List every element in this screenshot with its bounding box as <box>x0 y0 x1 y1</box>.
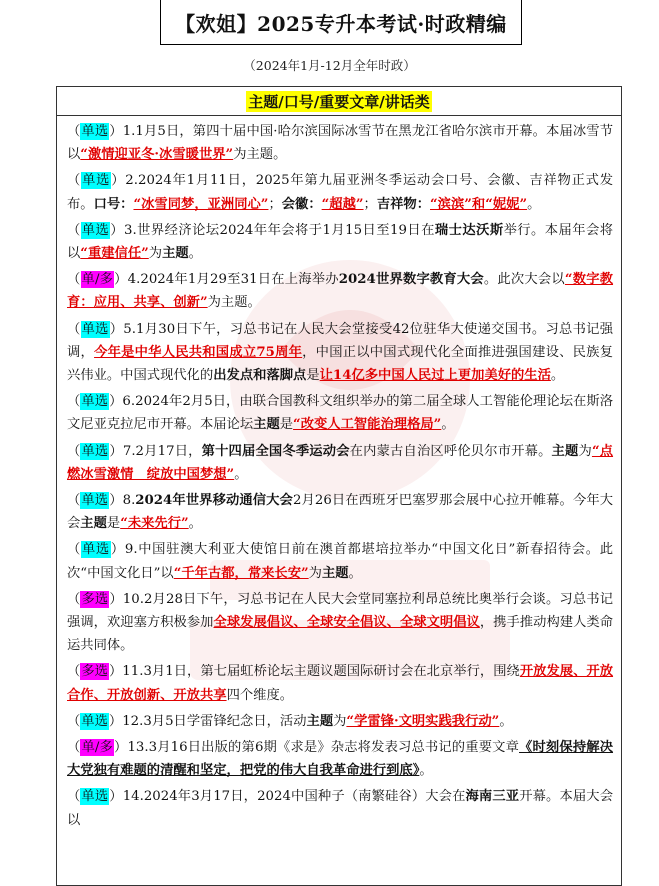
page-subtitle: （2024年1月-12月全年时政） <box>243 58 416 73</box>
entry-text: 主题 <box>306 713 334 729</box>
entry-text: 7.2月17日， <box>122 443 202 459</box>
entry-text: 13.3月16日出版的第6期《求是》杂志将发表习总书记的重要文章 <box>127 740 520 756</box>
question-type-label: 单选 <box>81 443 109 459</box>
entry-item <box>67 219 613 265</box>
entry-text: 在内蒙古自治区呼伦贝尔市开幕。 <box>349 443 552 459</box>
entry-text: 为 <box>308 565 322 581</box>
entry-text: 主题 <box>551 443 579 459</box>
entry-text: 3.世界经济论坛2024年年会将于1月15日至19日在 <box>123 222 435 238</box>
entry-text: 8. <box>122 493 136 509</box>
question-type-label: 多选 <box>81 591 109 607</box>
question-type-tag: （单选） <box>67 713 123 729</box>
entry-item <box>67 390 613 436</box>
entry-text: 主题 <box>321 565 349 581</box>
entry-text: 11.3月1日，第七届虹桥论坛主题议题国际研讨会在北京举行，围绕 <box>122 664 520 680</box>
entry-text: 口号： <box>93 196 134 212</box>
entry-text: 出发点和落脚点 <box>213 368 307 384</box>
entry-item <box>67 660 613 706</box>
entry-item <box>67 785 613 831</box>
entry-item <box>67 318 613 388</box>
entry-text: 瑞士达沃斯 <box>434 222 504 238</box>
entry-text: 为 <box>148 246 163 262</box>
entry-text: 10.2月28日下午，习总书记在人民大会堂同塞拉利昂总统比奥举行会谈。习总书记强调，欢迎塞方积极参加 <box>67 591 614 631</box>
entry-text: 海南三亚 <box>465 789 520 805</box>
entry-text: 《时刻保持解决大党独有难题的清醒和坚定，把党的伟大自我革命进行到底》 <box>67 740 614 779</box>
entry-text: 主题 <box>253 417 280 433</box>
entry-text: 。 <box>527 196 541 212</box>
entry-text: ； <box>268 196 282 212</box>
entry-text: 。此次大会以 <box>483 272 565 288</box>
entry-text: 。 <box>550 368 565 384</box>
entry-text: 是 <box>106 516 121 532</box>
question-type-tag: （单/多） <box>67 272 128 288</box>
question-type-tag: （单选） <box>67 173 126 189</box>
entry-item <box>67 268 613 314</box>
entry-text: ，中国正以中国式现代化全面推进强国建设、民族复兴伟业。中国式现代化的 <box>67 344 614 384</box>
entry-text: 2024世界数字教育大会 <box>338 272 484 288</box>
question-type-label: 单选 <box>81 124 109 139</box>
entry-text: 2.2024年1月11日，2025年第九届亚洲冬季运动会口号、会徽、吉祥物正式发布。 <box>67 173 614 212</box>
entry-text: 12.3月5日学雷锋纪念日，活动 <box>122 713 307 729</box>
highlight-text: “冰雪同梦，亚洲同心” <box>133 196 269 212</box>
entry-text: 2024年世界移动通信大会 <box>135 493 293 509</box>
question-type-label: 单选 <box>81 542 110 558</box>
question-type-label: 单选 <box>81 321 109 337</box>
entry-item <box>67 169 613 215</box>
entry-item <box>67 588 613 658</box>
highlight-text: 今年是中华人民共和国成立75周年 <box>94 344 303 360</box>
highlight-text: 让14亿多中国人民过上更加美好的生活 <box>319 368 551 384</box>
entry-text: 9.中国驻澳大利亚大使馆日前在澳首都堪培拉举办“中国文化日”新春招待会。此次“中国文化日”以 <box>67 542 614 581</box>
entry-text: 开幕。本届大会以 <box>67 789 614 828</box>
highlight-text: “点燃冰雪激情 绽放中国梦想” <box>67 443 614 482</box>
entry-text: 吉祥物： <box>376 196 431 212</box>
entry-text: 。 <box>348 565 362 581</box>
entry-item <box>67 736 613 782</box>
entry-text: ； <box>363 196 377 212</box>
entry-item <box>67 710 613 733</box>
question-type-tag: （多选） <box>67 664 123 680</box>
question-type-label: 单选 <box>81 493 109 509</box>
entry-item <box>67 489 613 535</box>
question-type-tag: （单选） <box>67 222 124 238</box>
entry-text: 举行。本届年会将以 <box>67 222 614 262</box>
question-type-label: 单/多 <box>81 272 114 288</box>
question-type-label: 单选 <box>82 173 111 189</box>
content-table <box>56 86 622 886</box>
highlight-text: “重建信任” <box>80 246 149 262</box>
question-type-tag: （单选） <box>67 443 123 459</box>
entry-item <box>67 440 613 486</box>
entry-text: 为 <box>578 443 592 459</box>
question-type-tag: （单选） <box>67 493 123 509</box>
entry-text: 6.2024年2月5日，由联合国教科文组织举办的第二届全球人工智能伦理论坛在斯洛文尼亚克拉尼市开幕。本届论坛 <box>67 394 614 433</box>
question-type-label: 多选 <box>81 664 108 680</box>
entry-text: 为主题。 <box>207 295 261 311</box>
entry-text: 是 <box>306 368 320 384</box>
highlight-text: “数字教育：应用、共享、创新” <box>67 272 614 311</box>
entry-text: 。 <box>234 466 248 482</box>
entry-text: 是 <box>279 417 294 433</box>
page-title: 【欢姐】2025专升本考试·时政精编 <box>160 0 522 45</box>
entry-text: 。 <box>419 763 433 779</box>
question-type-tag: （多选） <box>67 591 123 607</box>
question-type-tag: （单/多） <box>67 740 128 756</box>
entry-item <box>67 120 613 166</box>
highlight-text: 全球发展倡议、全球安全倡议、全球文明倡议 <box>213 615 480 631</box>
question-type-label: 单/多 <box>81 740 113 756</box>
entry-text: 会徽： <box>281 196 322 212</box>
entry-text: 。 <box>188 516 202 532</box>
entry-text: 四个维度。 <box>226 687 294 703</box>
entry-text: 第十四届全国冬季运动会 <box>201 443 350 459</box>
entry-text: 2月26日在西班牙巴塞罗那会展中心拉开帷幕。今年大会 <box>67 493 614 532</box>
entry-text: 5.1月30日下午，习总书记在人民大会堂接受42位驻华大使递交国书。习总书记强调， <box>67 321 614 360</box>
highlight-text: “超越” <box>321 196 364 212</box>
section-header <box>57 87 621 116</box>
highlight-text: “激情迎亚冬·冰雪暖世界” <box>80 147 234 163</box>
section-title: 主题/口号/重要文章/讲话类 <box>248 92 430 111</box>
entry-text: 主题 <box>162 246 189 262</box>
entry-text: 。 <box>441 417 455 433</box>
highlight-text: 开放发展、开放合作、开放创新、开放共享 <box>67 664 614 703</box>
entry-text: 。 <box>499 713 513 729</box>
entry-text: 主题 <box>80 516 107 532</box>
highlight-text: “滨滨”和“妮妮” <box>430 196 528 212</box>
entry-list <box>57 116 621 832</box>
entry-text: 4.2024年1月29至31日在上海举办 <box>127 272 339 288</box>
entry-text: 1.1月5日，第四十届中国·哈尔滨国际冰雪节在黑龙江省哈尔滨市开幕。本届冰雪节以 <box>67 124 614 163</box>
highlight-text: “未来先行” <box>120 516 189 532</box>
question-type-tag: （单选） <box>67 394 123 410</box>
entry-text: ，携手推动构建人类命运共同体。 <box>67 615 614 654</box>
question-type-tag: （单选） <box>67 542 125 558</box>
highlight-text: “学雷锋·文明实践我行动” <box>346 713 500 729</box>
entry-item <box>67 538 613 584</box>
entry-text: 14.2024年3月17日，2024中国种子（南繁硅谷）大会在 <box>122 789 466 805</box>
question-type-label: 单选 <box>81 222 110 238</box>
highlight-text: “改变人工智能治理格局” <box>293 417 442 433</box>
question-type-label: 单选 <box>81 713 108 729</box>
question-type-tag: （单选） <box>67 789 123 805</box>
question-type-label: 单选 <box>81 789 109 805</box>
highlight-text: “千年古都，常来长安” <box>173 565 309 581</box>
question-type-label: 单选 <box>81 394 109 410</box>
question-type-tag: （单选） <box>67 321 124 337</box>
entry-text: 。 <box>188 246 202 262</box>
entry-text: 为 <box>333 713 347 729</box>
entry-text: 为主题。 <box>233 147 287 163</box>
question-type-tag: （单选） <box>67 124 123 139</box>
